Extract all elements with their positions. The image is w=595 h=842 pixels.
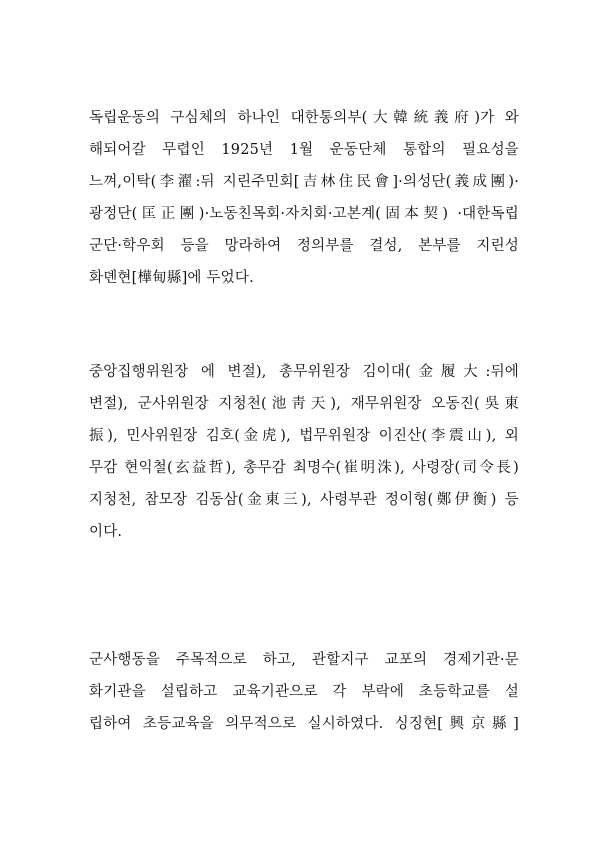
text-line: 중앙집행위원장 에 변절), 총무위원장 김이대(金履大:뒤에 xyxy=(89,364,519,380)
text-line: 변절), 군사위원장 지청천(池靑天), 재무위원장 오동진(吳東 xyxy=(89,396,519,412)
paragraph-executive-members xyxy=(89,362,519,554)
text-line: 군단·학우회 등을 망라하여 정의부를 결성, 본부를 지린성 xyxy=(89,238,519,254)
text-line: 振), 민사위원장 김호(金虎), 법무위원장 이진산(李震山), 외 xyxy=(89,428,519,444)
text-line: 화기관을 설립하고 교육기관으로 각 부락에 초등학교를 설 xyxy=(89,684,519,700)
text-line: 이다. xyxy=(89,524,123,540)
text-line: 무감 현익철(玄益哲), 총무감 최명수(崔明洙), 사령장(司令長) xyxy=(89,460,519,476)
paragraph-military-activities xyxy=(89,650,519,746)
text-line: 해되어갈 무렵인 1925년 1월 운동단체 통합의 필요성을 xyxy=(89,142,519,158)
text-line: 광정단(匡正團)·노동친목회·자치회·고본계(固本契) ·대한독립 xyxy=(89,206,519,222)
paragraph-jeonguibu-founding xyxy=(89,108,519,300)
text-line: 지청천, 참모장 김동삼(金東三), 사령부관 정이형(鄭伊衡) 등 xyxy=(89,492,519,508)
text-line: 군사행동을 주목적으로 하고, 관할지구 교포의 경제기관·문 xyxy=(89,652,519,668)
text-line: 느껴,이탁(李濯:뒤 지린주민회[吉林住民會]·의성단(義成團)· xyxy=(89,174,519,190)
text-line: 립하여 초등교육을 의무적으로 실시하였다. 싱징현[興京縣] xyxy=(89,716,519,732)
text-line: 독립운동의 구심체의 하나인 대한통의부(大韓統義府)가 와 xyxy=(89,110,519,126)
text-line: 화뎬현[樺甸縣]에 두었다. xyxy=(89,270,254,286)
